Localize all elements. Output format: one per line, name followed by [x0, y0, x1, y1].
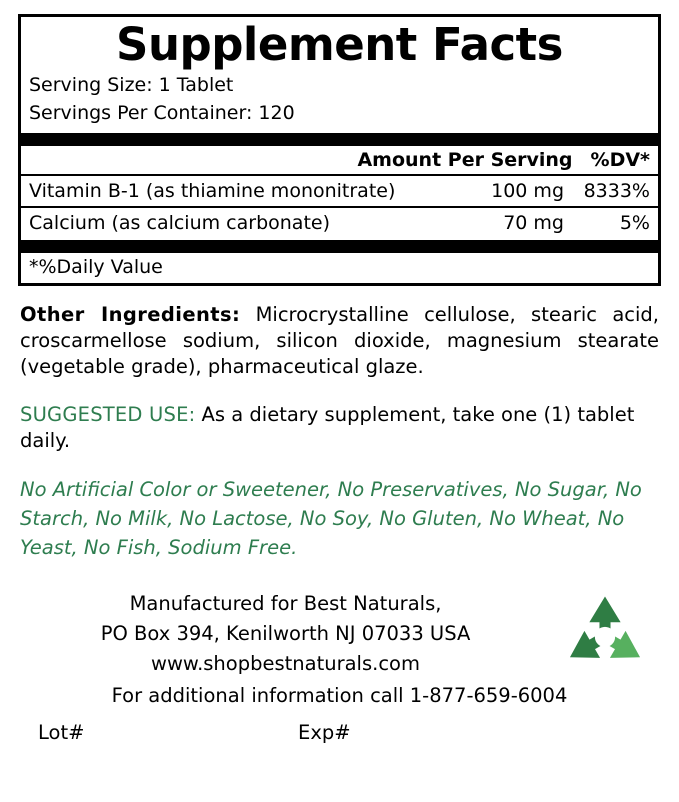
suggested-use-text: As a dietary supplement, take one (1) tablet daily. — [20, 402, 635, 452]
lot-exp-row — [20, 718, 659, 748]
header-daily-value: %DV* — [590, 149, 650, 172]
recycle-icon — [557, 591, 653, 683]
table-row — [21, 176, 658, 206]
exp-label: Exp# — [298, 720, 351, 744]
free-from-claims: No Artificial Color or Sweetener, No Preservatives, No Sugar, No Starch, No Milk, No Lactose, No Soy, No Gluten, No Wheat, No Yeast, No Fish, Sodium Free. — [20, 478, 642, 559]
other-ingredients — [20, 302, 659, 379]
other-ingredients-label: Other Ingredients: — [20, 303, 241, 327]
nutrient-dv: 8333% — [583, 180, 650, 203]
suggested-use-label: SUGGESTED USE: — [20, 402, 196, 426]
other-ingredients-text: Microcrystalline cellulose, stearic acid, croscarmellose sodium, silicon dioxide, magnesium stearate (vegetable grade), pharmaceutical glaze. — [20, 303, 659, 378]
panel-title: Supplement Facts — [116, 18, 563, 71]
serving-size: Serving Size: 1 Tablet — [29, 74, 234, 97]
nutrient-name: Calcium (as calcium carbonate) — [29, 212, 331, 235]
lot-label: Lot# — [38, 720, 85, 744]
nutrient-name: Vitamin B-1 (as thiamine mononitrate) — [29, 180, 396, 203]
table-row — [21, 208, 658, 238]
panel-column-headers — [21, 146, 658, 174]
supplement-facts-panel — [18, 14, 661, 286]
footer — [20, 589, 659, 748]
panel-rule-thick-bottom — [21, 240, 658, 253]
address-line: PO Box 394, Kenilworth NJ 07033 USA — [100, 621, 471, 645]
header-amount-per-serving: Amount Per Serving — [357, 149, 573, 172]
nutrient-dv: 5% — [619, 212, 650, 235]
serving-info — [21, 70, 658, 131]
nutrient-amount: 100 mg — [491, 180, 564, 203]
nutrient-amount: 70 mg — [503, 212, 564, 235]
servings-per-container: Servings Per Container: 120 — [29, 101, 295, 124]
phone-line: For additional information call 1-877-659-6004 — [111, 684, 568, 708]
website-line: www.shopbestnaturals.com — [151, 652, 420, 676]
panel-rule-thick-top — [21, 133, 658, 146]
suggested-use — [20, 402, 659, 455]
daily-value-footnote: *%Daily Value — [29, 256, 163, 279]
manufacturer-line: Manufactured for Best Naturals, — [129, 591, 442, 615]
